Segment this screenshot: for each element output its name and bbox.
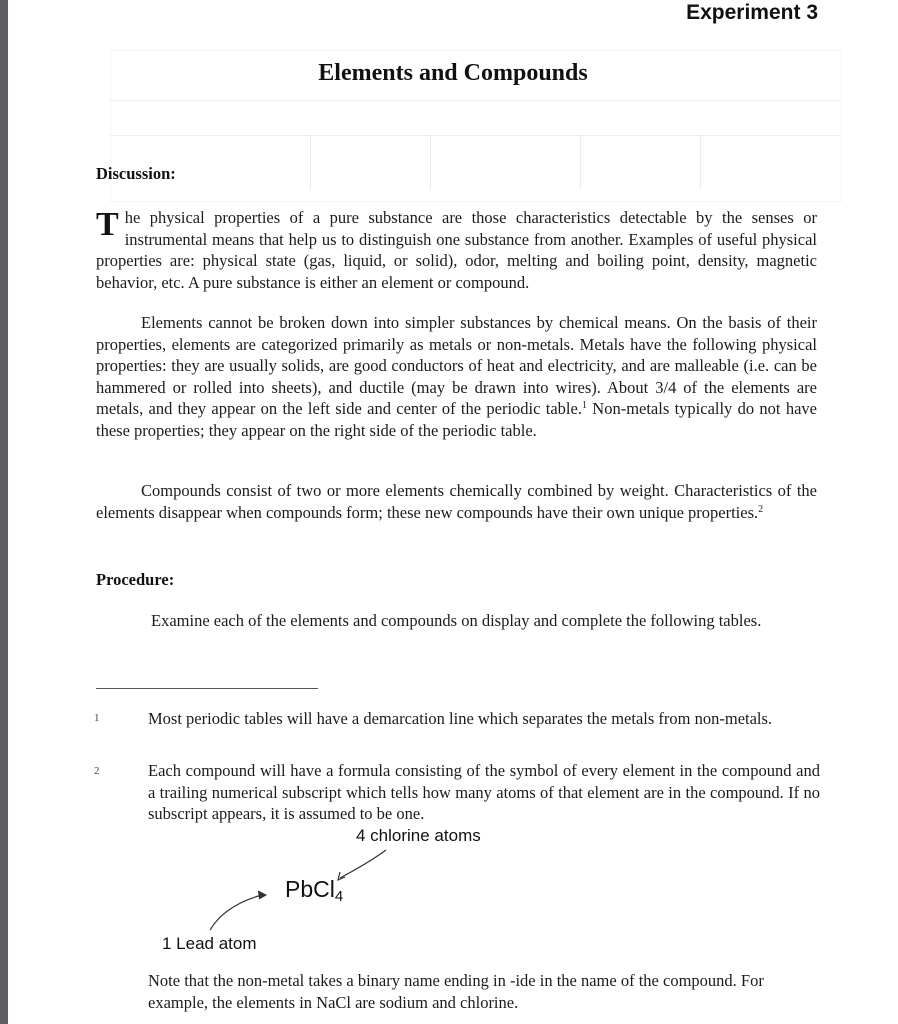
- drop-cap: T: [96, 206, 119, 243]
- paragraph-text: he physical properties of a pure substance are those characteristics detectable by the senses or instrumental means that help us to distinguish one substance from another. Examples of useful physical properties are: physical state (gas, liquid, or solid), odor, melting and boiling point, density, magnetic behavior, etc. A pure substance is either an element or compound.: [96, 208, 817, 292]
- paragraph-text: Non-metals typically do not have these properties; they appear on the right side of the periodic table.: [96, 399, 817, 440]
- footnote-number: 1: [94, 712, 100, 724]
- formula-subscript: 4: [334, 888, 344, 905]
- note-text: Note that the non-metal takes a binary name ending in -ide in the name of the compound. For example, the elements in NaCl are sodium and chlorine.: [148, 971, 764, 1012]
- footnote-2-text: Each compound will have a formula consisting of the symbol of every element in the compound and a trailing numerical subscript which tells how many atoms of that element are in the compound. If no subscript appears, it is assumed to be one.: [148, 761, 820, 823]
- formula-symbols: PbCl: [285, 876, 335, 902]
- annotation-lead-label: 1 Lead atom: [162, 934, 257, 953]
- formula-pbcl4: [285, 876, 343, 905]
- footnote-ref: 1: [581, 400, 587, 411]
- page-title: Elements and Compounds: [318, 60, 588, 86]
- procedure-heading: Procedure:: [96, 570, 175, 589]
- experiment-label: Experiment 3: [686, 1, 818, 24]
- paragraph-text: Elements cannot be broken down into simpler substances by chemical means. On the basis of their properties, elements are categorized primarily as metals or non-metals. Metals have the following physical properties: they are usually solids, are good conductors of heat and electricity, and are malleable (i.e. can be hammered or rolled into sheets), and ductile (may be drawn into wires). About 3/4 of the elements are metals, and they appear on the left side and center of the periodic table.: [96, 313, 817, 418]
- annotation-chlorine-label: 4 chlorine atoms: [356, 826, 481, 845]
- footnote-1-text: Most periodic tables will have a demarcation line which separates the metals from non-metals.: [148, 709, 773, 728]
- footnote-number: 2: [94, 765, 100, 777]
- arrow-head: [258, 891, 266, 899]
- procedure-text: Examine each of the elements and compounds on display and complete the following tables.: [151, 611, 762, 630]
- paragraph-text: Compounds consist of two or more elements chemically combined by weight. Characteristics of the elements disappear when compounds form; these new compounds have their own unique properties.: [96, 481, 817, 522]
- discussion-heading: Discussion:: [96, 164, 176, 183]
- arrow-to-lead: [210, 895, 262, 930]
- footnote-ref: 2: [758, 503, 764, 515]
- arrow-to-subscript: [340, 850, 386, 878]
